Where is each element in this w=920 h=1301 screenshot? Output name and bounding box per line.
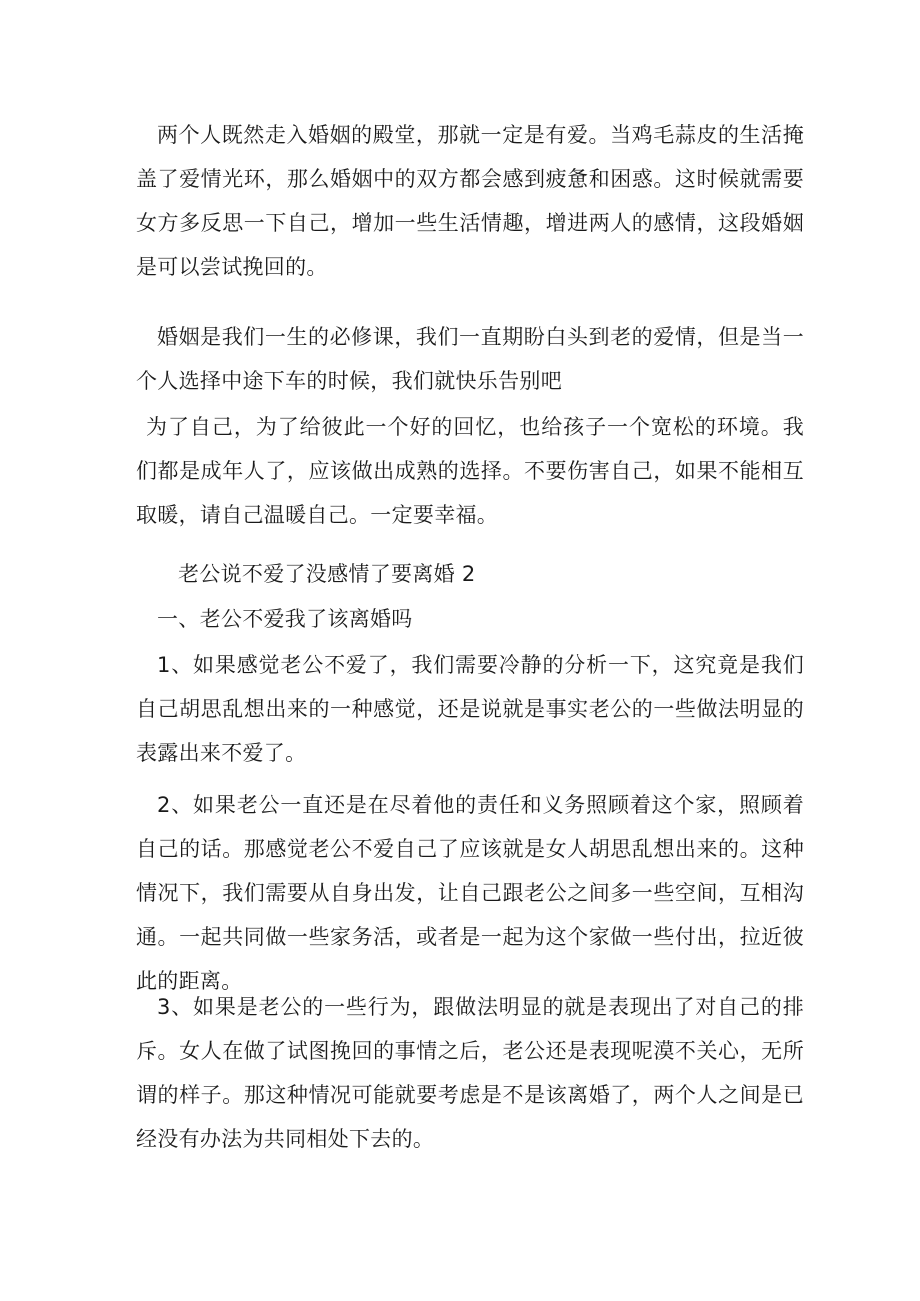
paragraph-3: 为了自己，为了给彼此一个好的回忆，也给孩子一个宽松的环境。我们都是成年人了，应该做出成熟的选择。不要伤害自己，如果不能相互取暖，请自己温暖自己。一定要幸福。 (136, 415, 804, 527)
paragraph-2: 婚姻是我们一生的必修课，我们一直期盼白头到老的爱情，但是当一个人选择中途下车的时候，我们就快乐告别吧 (136, 325, 804, 393)
section-title: 老公说不爱了没感情了要离婚 2 (178, 562, 476, 586)
list-item-3: 3、如果是老公的一些行为，跟做法明显的就是表现出了对自己的排斥。女人在做了试图挽回的事情之后，老公还是表现呢漠不关心，无所谓的样子。那这种情况可能就要考虑是不是该离婚了，两个人之间是已经没有办法为共同相处下去的。 (136, 995, 804, 1151)
paragraph-1: 两个人既然走入婚姻的殿堂，那就一定是有爱。当鸡毛蒜皮的生活掩盖了爱情光环，那么婚姻中的双方都会感到疲惫和困惑。这时候就需要女方多反思一下自己，增加一些生活情趣，增进两人的感情，这段婚姻是可以尝试挽回的。 (136, 123, 804, 279)
list-item-2: 2、如果老公一直还是在尽着他的责任和义务照顾着这个家，照顾着自己的话。那感觉老公不爱自己了应该就是女人胡思乱想出来的。这种情况下，我们需要从自身出发，让自己跟老公之间多一些空间，互相沟通。一起共同做一些家务活，或者是一起为这个家做一些付出，拉近彼此的距离。 (136, 793, 804, 993)
subheading: 一、老公不爱我了该离婚吗 (157, 607, 413, 631)
list-item-1: 1、如果感觉老公不爱了，我们需要冷静的分析一下，这究竟是我们自己胡思乱想出来的一种感觉，还是说就是事实老公的一些做法明显的表露出来不爱了。 (136, 653, 804, 765)
